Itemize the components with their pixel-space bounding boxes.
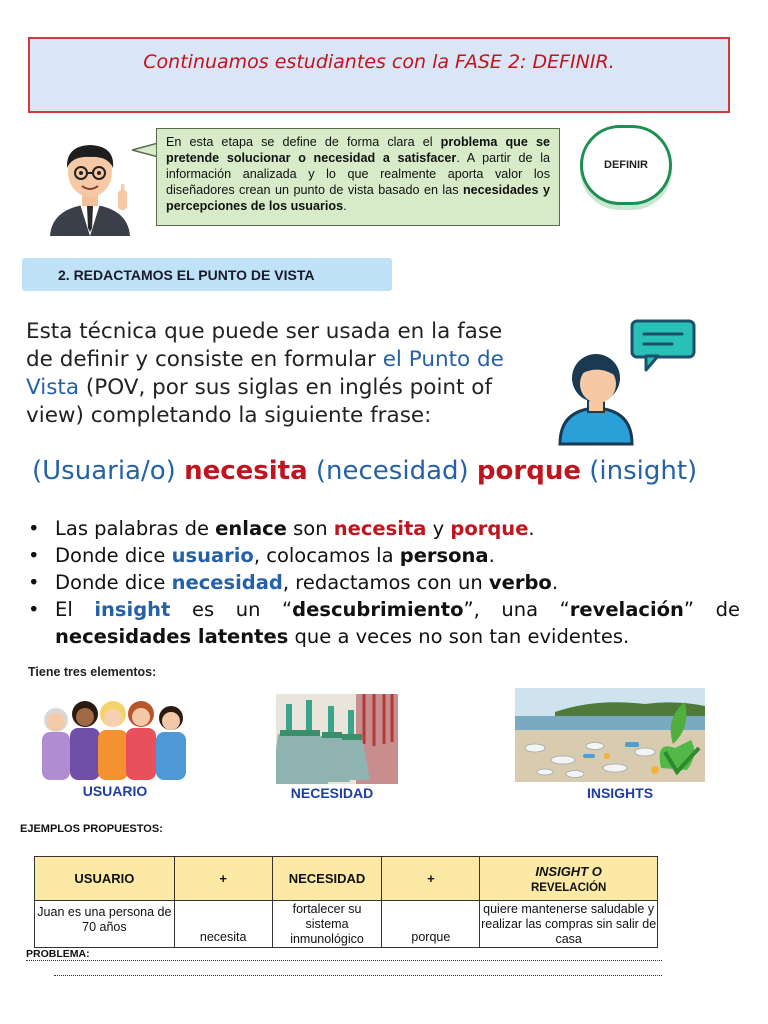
intro-paragraph: Esta técnica que puede ser usada en la fase de definir y consiste en formular el Punto de Vista (POV, por sus siglas en inglés point of view) completando la siguiente frase: [26,319,504,428]
element-label-necesidad: NECESIDAD [290,785,374,801]
cell-usuario: Juan es una persona de 70 años [35,901,175,948]
cell-necesidad: fortalecer su sistema inmunológico [272,901,382,948]
teacher-illustration [42,138,138,236]
page-title: Continuamos estudiantes con la FASE 2: DEFINIR. [143,51,615,73]
answer-line [54,970,662,976]
definir-badge: DEFINIR [580,125,672,205]
person-chat-icon [556,318,700,448]
problema-line: PROBLEMA: [26,950,662,961]
section-header: 2. REDACTAMOS EL PUNTO DE VISTA [22,258,392,291]
pov-formula: (Usuaria/o) necesita (necesidad) porque (insight) [32,456,698,486]
brooms-image [276,694,398,784]
list-item: • Las palabras de enlace son necesita y porque. [28,517,535,540]
header-usuario: USUARIO [35,857,175,901]
header-plus: + [174,857,272,901]
list-item: • El insight es un “descubrimiento”, una “revelación” de necesidades latentes que a veces no son tan evidentes. [28,598,740,648]
cell-porque: porque [382,901,480,948]
beach-pollution-image [515,688,705,782]
element-label-insights: INSIGHTS [586,785,654,801]
elements-label: Tiene tres elementos: [28,665,157,679]
table-header-row [35,857,658,901]
users-group-image [38,692,208,782]
element-label-usuario: USUARIO [82,783,148,799]
cell-insight: quiere mantenerse saludable y realizar las compras sin salir de casa [481,901,657,946]
header-plus: + [382,857,480,901]
header-insight: INSIGHT O REVELACIÓN [480,857,658,901]
header-necesidad: NECESIDAD [272,857,382,901]
rules-list [28,515,740,650]
definition-text: En esta etapa se define de forma clara el problema que se pretende solucionar o necesidad a satisfacer. A partir de la información analizada y lo que realmente aporta valor los diseñadores crean un punto de vista basado en las necesidades y percepciones de los usuarios. [156,128,560,226]
table-row [35,901,658,948]
examples-label: EJEMPLOS PROPUESTOS: [20,823,163,835]
examples-table [34,856,658,948]
title-box [28,37,730,113]
cell-necesita: necesita [174,901,272,948]
list-item: • Donde dice necesidad, redactamos con un verbo. [28,571,559,594]
list-item: • Donde dice usuario, colocamos la persona. [28,544,495,567]
